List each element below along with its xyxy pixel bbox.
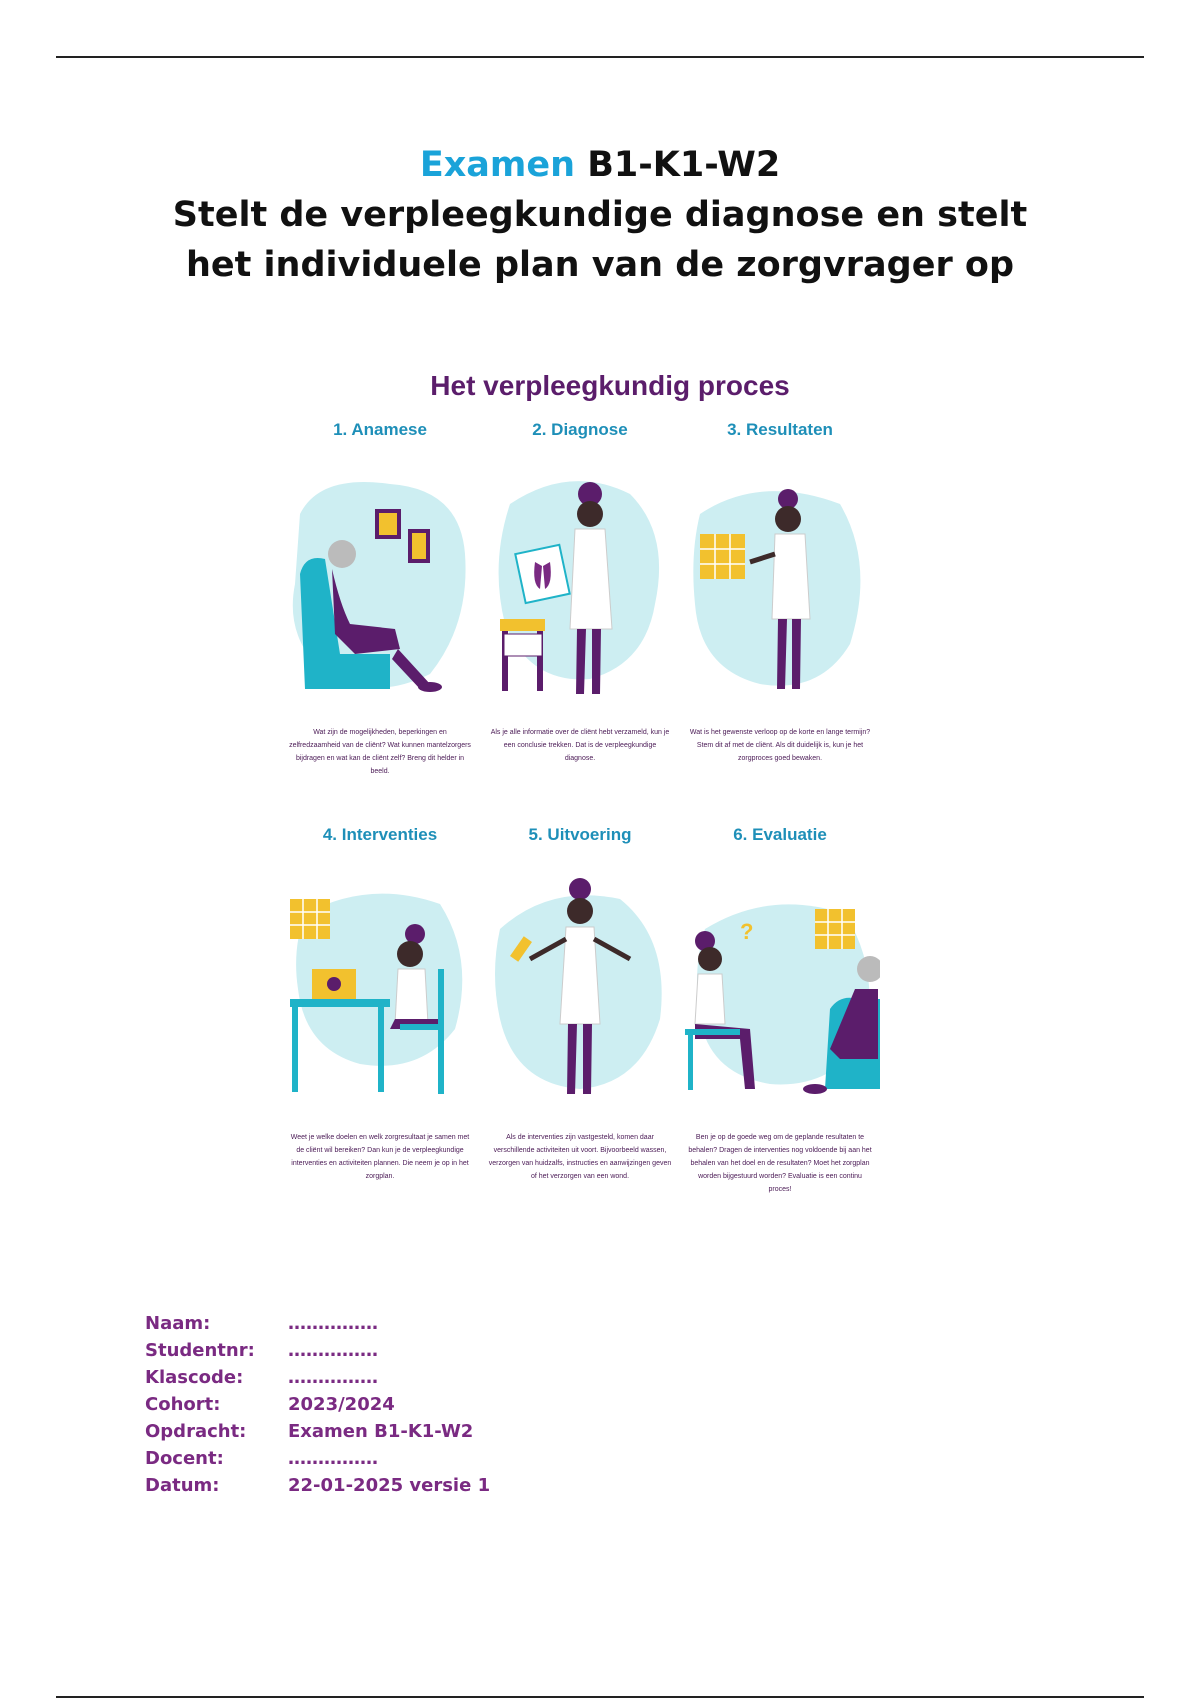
subtitle-line-2: het individuele plan van de zorgvrager op xyxy=(185,245,1015,285)
info-label: Datum: xyxy=(145,1475,220,1496)
nursing-process-figure xyxy=(280,360,940,1260)
subtitle-line-1: Stelt de verpleegkundige diagnose en stelt xyxy=(172,195,1028,235)
info-row-datum xyxy=(145,1472,490,1499)
student-info-block xyxy=(145,1310,490,1499)
info-value: 2023/2024 xyxy=(288,1394,395,1415)
step-description: Als je alle informatie over de cliënt hebt verzameld, kun je een conclusie trekken. Dat is de verpleegkundige diagnose. xyxy=(490,729,670,762)
step-title: 3. Resultaten xyxy=(727,420,833,439)
armchair-patient-illustration xyxy=(280,454,480,714)
step-uitvoering xyxy=(480,825,680,1183)
step-interventies xyxy=(280,825,480,1183)
document-title xyxy=(100,140,1100,290)
info-value: …………… xyxy=(288,1340,378,1361)
step-title: 2. Diagnose xyxy=(532,420,628,439)
info-value: …………… xyxy=(288,1448,378,1469)
step-title: 5. Uitvoering xyxy=(528,825,632,844)
step-title: 1. Anamese xyxy=(333,420,427,439)
info-label: Studentnr: xyxy=(145,1340,255,1361)
info-value: …………… xyxy=(288,1313,378,1334)
step-title: 6. Evaluatie xyxy=(733,825,827,844)
info-label: Opdracht: xyxy=(145,1421,247,1442)
nurse-laptop-illustration xyxy=(280,859,480,1119)
info-row-studentnr xyxy=(145,1337,490,1364)
step-diagnose xyxy=(480,420,680,765)
step-description: Wat is het gewenste verloop op de korte en lange termijn? Stem dit af met de cliënt. Als dit duidelijk is, kun je het zorgproces goed bewaken. xyxy=(689,729,871,762)
info-value: Examen B1-K1-W2 xyxy=(288,1421,474,1442)
figure-title: Het verpleegkundig proces xyxy=(430,370,790,401)
info-row-opdracht xyxy=(145,1418,490,1445)
nurse-calendar-illustration xyxy=(680,454,880,714)
step-evaluatie xyxy=(680,825,880,1196)
bottom-rule xyxy=(56,1696,1144,1698)
info-value: …………… xyxy=(288,1367,378,1388)
step-description: Weet je welke doelen en welk zorgresultaat je samen met de cliënt wil bereiken? Dan kun je de verpleegkundige interventies en activiteiten plannen. Die neem je op in het zorgplan. xyxy=(290,1134,470,1180)
title-accent: Examen xyxy=(419,145,576,185)
info-row-cohort xyxy=(145,1391,490,1418)
info-row-naam xyxy=(145,1310,490,1337)
nurse-patient-evaluation-illustration xyxy=(680,859,880,1119)
info-value: 22-01-2025 versie 1 xyxy=(288,1475,491,1496)
top-rule xyxy=(56,56,1144,58)
nurse-xray-illustration xyxy=(480,454,680,714)
info-row-klascode xyxy=(145,1364,490,1391)
step-description: Als de interventies zijn vastgesteld, komen daar verschillende activiteiten uit voort. Bijvoorbeeld wassen, verzorgen van huidzalfs, instructies en aanwijzingen geven of het verzorgen van een wond. xyxy=(488,1134,672,1180)
step-resultaten xyxy=(680,420,880,765)
step-description: Wat zijn de mogelijkheden, beperkingen en zelfredzaamheid van de cliënt? Wat kunnen mantelzorgers bijdragen en wat kan de cliënt zelf? Breng dit helder in beeld. xyxy=(289,729,471,775)
step-description: Ben je op de goede weg om de geplande resultaten te behalen? Dragen de interventies nog voldoende bij aan het behalen van het doel en de resultaten? Moet het zorgplan worden bijgestuurd worden? Evaluatie is een continu proces! xyxy=(688,1134,872,1193)
svg-text:?: ? xyxy=(740,919,754,944)
info-label: Naam: xyxy=(145,1313,211,1334)
info-row-docent xyxy=(145,1445,490,1472)
step-title: 4. Interventies xyxy=(322,825,438,844)
info-label: Klascode: xyxy=(145,1367,244,1388)
nurse-arms-out-illustration xyxy=(480,859,680,1119)
info-label: Docent: xyxy=(145,1448,224,1469)
title-code: B1-K1-W2 xyxy=(587,145,781,185)
step-anamese xyxy=(280,420,480,778)
title-line xyxy=(100,140,1100,190)
info-label: Cohort: xyxy=(145,1394,221,1415)
